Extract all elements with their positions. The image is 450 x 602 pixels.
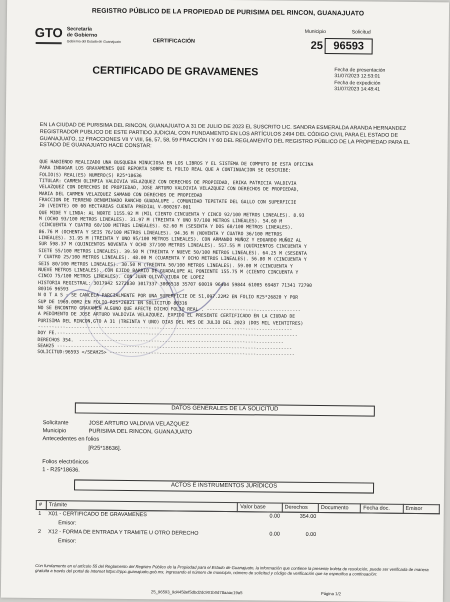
body-line: SIETE 55/100 METROS LINEALES). 39.50 M (TREINTA Y NUEVE 50/100 METROS LINEALES). 64.25 M (SESENTA bbox=[38, 248, 307, 257]
body-line: LINEALES). 31.95 M (TREINTA Y UNO 95/100 METROS LINEALES). CON ARMANDO MUÑOZ Y EDUARDO MUÑOZ AL bbox=[38, 236, 302, 244]
body-line: 80316 96593 bbox=[38, 286, 69, 293]
row-emisor bbox=[403, 513, 439, 522]
body-line: MARIA DEL CARMEN VELAZQUEZ SAMANO CON DERECHOS DE PROPIEDAD bbox=[39, 191, 203, 199]
col-fecha: Fecha doc. bbox=[361, 504, 403, 513]
body-line: N O T A S : SE CANCELA PARCIALMENTE POR UNA SUPERFICIE DE 51,097.22M2 EN FOLIO R25*26820 Y POR bbox=[38, 293, 299, 301]
folios-label: Folios electrónicos bbox=[42, 459, 89, 466]
municipio-value: PURISIMA DEL RINCON, GUANAJUATO bbox=[88, 428, 193, 436]
row-num: 2 bbox=[38, 529, 42, 536]
col-emisor: Emisor bbox=[403, 504, 439, 513]
row-derechos: 0.00 bbox=[305, 531, 317, 538]
body-line: FRACCION DE TERRENO DENOMINADO RANCHO GUADALUPE , COMUNIDAD TEPETATE DEL GALLO CON SUPERFICIE bbox=[39, 198, 297, 206]
government-logo bbox=[35, 24, 127, 47]
body-line: PARA INDAGAR LOS GRAVAMENES QUE REPORTA SOBRE EL FOLIO REAL QUE A CONTINUACION SE DESCRIBE: bbox=[39, 166, 292, 175]
row-tramite: X01 - CERTIFICADO DE GRAVAMENES bbox=[48, 511, 147, 519]
logo-line-1: Secretaría bbox=[66, 26, 92, 33]
municipio-number: 25 bbox=[310, 39, 323, 53]
body-line: QUE HABIENDO REALIZADO UNA BUSQUEDA MINUCIOSA EN LOS LIBROS Y EL SISTEMA DE COMPUTO DE ESTA OFICINA bbox=[39, 160, 314, 168]
body-line: HISTORIA REGISTRAL: 3017942 5272830 3017337 3006518 35707 60019 96404 59844 61005 69487 71341 72790 bbox=[38, 280, 312, 289]
body-line: VELAZQUEZ CON DERECHOS DE PROPIEDAD, JOSE ARTURO VALDIVIA VELAZQUEZ CON DERECHOS DE PROPIEDAD, bbox=[39, 185, 300, 194]
body-line: SUP DE 1969.00M2 EN FOLIO R25*26821 EN SOLICITUD 80316 bbox=[37, 299, 188, 307]
body-line: PURISIMA DEL RINCON,GTO A 31 (TREINTA Y UNO) DIAS DEL MES DE JULIO DEL 2023 (DOS MIL VEINTITRES) bbox=[37, 318, 304, 327]
col-num: # bbox=[36, 501, 46, 510]
body-line: QUE MIDE Y LINDA: AL NORTE 1155.92 M (MIL CIENTO CINCUENTA Y CINCO 92/100 METROS LINEALES). 8.93 bbox=[38, 210, 305, 219]
antecedentes-label: Antecedentes en folios bbox=[42, 436, 100, 443]
logo-line-3: Gobierno del Estado de Guanajuato bbox=[66, 39, 121, 44]
page-number: Página 1/2 bbox=[320, 591, 341, 597]
solicitud-number-box bbox=[325, 38, 373, 55]
municipio-label: Municipio bbox=[42, 428, 67, 435]
folios-value: 1 - R25*18636. bbox=[42, 467, 80, 474]
row-valor: 0.00 bbox=[269, 531, 280, 538]
body-line: TITULAR: CARMEN OLIMPIA VALDIVIA VELAZQUEZ CON DERECHOS DE PROPIEDAD, ERIKA PATRICIA VALDIVIA bbox=[39, 179, 297, 187]
body-line: Y CUATRO 25/100 METROS LINEALES). 48.00 M (CUARENTA Y OCHO METROS LINEALES). 56.80 M (CINCUENTA Y bbox=[38, 255, 307, 264]
antecedentes-value: [R25*18636]. bbox=[88, 445, 122, 452]
gto-logo-mark: GTO bbox=[35, 25, 65, 45]
body-line: SOLICITUD:96593 </SEAH25> ------------------------------------------------------------------- bbox=[37, 350, 295, 359]
row-emisor-label: Emisor: bbox=[58, 520, 77, 527]
solicitud-section-heading: DATOS GENERALES DE LA SOLICITUD bbox=[75, 402, 375, 416]
body-line: SEAH25 ------------------------------------------------------------------------------------- bbox=[37, 344, 292, 352]
certificacion-label: CERTIFICACIÓN bbox=[152, 38, 195, 45]
row-documento bbox=[318, 512, 360, 521]
actos-table bbox=[35, 500, 439, 550]
fecha-expedicion-label: Fecha de expedición bbox=[334, 79, 381, 87]
body-line: DOY FE.--------------------------------------------------------------------------------------- bbox=[37, 331, 298, 340]
registry-title: REGISTRO PÚBLICO DE LA PROPIEDAD DE PURISIMA DEL RINCON, GUANAJUATO bbox=[91, 7, 365, 18]
logo-line-2: de Gobierno bbox=[66, 32, 98, 39]
body-line: FOLIO(S) REAL(ES) NUMERO(S) R25*18636 bbox=[39, 172, 142, 179]
body-line: NO SE ENCONTRO GRAVAMEN ALGUNO QUE AFECTE DICHO FOLIO REAL . ---------------------------------- bbox=[37, 305, 301, 314]
body-line: -------------------------------------------------------------------------------------------- bbox=[37, 324, 293, 333]
body-line: DERECHOS 354. -------------------------------------------------------------------------- bbox=[37, 337, 284, 346]
body-line: M (OCHO 93/100 METROS LINEALES). 31.97 M (TREINTA Y UNO 97/100 METROS LINEALES). 54.60 M bbox=[38, 217, 283, 225]
col-tramite: Trámite bbox=[46, 501, 238, 512]
body-line: (CINCUENTA Y CUATRO 60/100 METROS LINEALES). 62.60 M (SESENTA Y DOS 60/100 METROS LINEALES). bbox=[38, 223, 294, 232]
solicitud-number: 96593 bbox=[333, 40, 365, 53]
certificate-sheet bbox=[1, 0, 449, 602]
row-tramite: X12 - FORMA DE ENTRADA Y TRAMITE U OTRO DERECHO bbox=[48, 529, 199, 537]
verification-code: 25_96593_9d4458ef5dbd2dc901b0d78aaac19a5 bbox=[150, 589, 243, 596]
body-line: 86.76 M (OCHENTA Y SEIS 76/100 METROS LINEALES). 94.36 M (NOVENTA Y CUATRO 36/100 METROS bbox=[38, 229, 283, 238]
fecha-presentacion-label: Fecha de presentación bbox=[334, 67, 386, 74]
col-derechos: Derechos bbox=[282, 503, 318, 512]
body-line: SUR 598.37 M (QUINIENTOS NOVENTA Y OCHO 37/100 METROS LINEALES). 557.55 M (QUINIENTOS CINCUENTA Y bbox=[38, 242, 307, 251]
certificate-body bbox=[37, 160, 429, 361]
body-line: CINCO 75/100 METROS LINEALES). CON JUAN OLIVA VIUDA DE LOPEZ bbox=[38, 274, 205, 281]
fecha-expedicion-value: 31/07/2023 14:48:41 bbox=[334, 86, 381, 93]
row-fecha bbox=[360, 531, 402, 540]
body-line: SEIS 80/100 METROS LINEALES). 30.50 M (TREINTA 50/100 METROS LINEALES). 59.00 M (CINCUENTA Y bbox=[38, 261, 293, 270]
row-num: 1 bbox=[38, 511, 42, 518]
solicitud-header-label: Solicitud bbox=[351, 29, 371, 36]
solicitante-value: JOSE ARTURO VALDIVIA VELAZQUEZ bbox=[88, 420, 189, 428]
verification-footer: Con fundamento en el artículo 55 del Reglamento del Registro Público de la Propiedad para el Estado de Guanajuato, la información que contiene la presente boleta de resolución, puede ser verificada de manera gratuita a través del portal de Internet https://rppc.guanajuato.gob.mx, ingresando el número de municipio, número de solicitud y código de verificación que se especifica a continuación: bbox=[35, 563, 429, 578]
actos-section-heading: ACTOS E INSTRUMENTOS JURÍDICOS bbox=[74, 479, 374, 493]
fecha-presentacion-value: 31/07/2023 12:53:01 bbox=[334, 73, 381, 81]
row-emisor-label: Emisor: bbox=[57, 538, 77, 545]
municipio-header-label: Municipio bbox=[304, 28, 326, 36]
row-derechos: 354.00 bbox=[299, 514, 317, 521]
row-emisor bbox=[403, 531, 439, 540]
dates-block bbox=[334, 67, 385, 93]
col-valor: Valor base bbox=[238, 503, 282, 512]
row-documento bbox=[318, 530, 360, 539]
logo-text bbox=[67, 26, 121, 45]
intro-paragraph: EN LA CIUDAD DE PURISIMA DEL RINCON, GUANAJUATO A 31 DE JULIO DE 2023 EL SUSCRITO LIC. SANDRA ESMERALDA ARANDA HERNANDEZ REGISTRADOR PUBLICO DE ESTE PARTIDO JUDICIAL CON FUNDAMENTO EN LOS ARTÍCULOS 2494 DEL CÓDIGO CIVIL PARA EL ESTADO DE GUANAJUATO, 12 FRACCIONES VII Y VIII, 56, 57, 58, 59 FRACCIÓN I Y 60 DEL REGLAMENTO DEL REGISTRO PÚBLICO DE LA PROPIEDAD PARA EL ESTADO DE GUANAJUATO HACE CONSTAR: bbox=[39, 122, 410, 150]
body-line: NUEVE METROS LINEALES). CON EJIDO BARRIO DE GUADALUPE AL PONIENTE 155.75 M (CIENTO CINCUENTA Y bbox=[38, 267, 299, 276]
document-title: CERTIFICADO DE GRAVAMENES bbox=[92, 64, 259, 79]
row-fecha bbox=[361, 513, 403, 522]
row-valor: 0.00 bbox=[269, 513, 281, 520]
solicitante-label: Solicitante bbox=[42, 420, 69, 427]
body-line: A PEDIMENTO DE JOSE ARTURO VALDIVIA VELAZQUEZ, EXPIDO EL PRESENTE CERTIFICADO EN LA CIUDAD DE bbox=[37, 312, 296, 320]
col-documento: Documento bbox=[318, 503, 360, 512]
body-line: 20 (VEINTE) 00 00 HECTAREAS CUENTA PREDIAL V-000267-001 bbox=[38, 204, 192, 212]
